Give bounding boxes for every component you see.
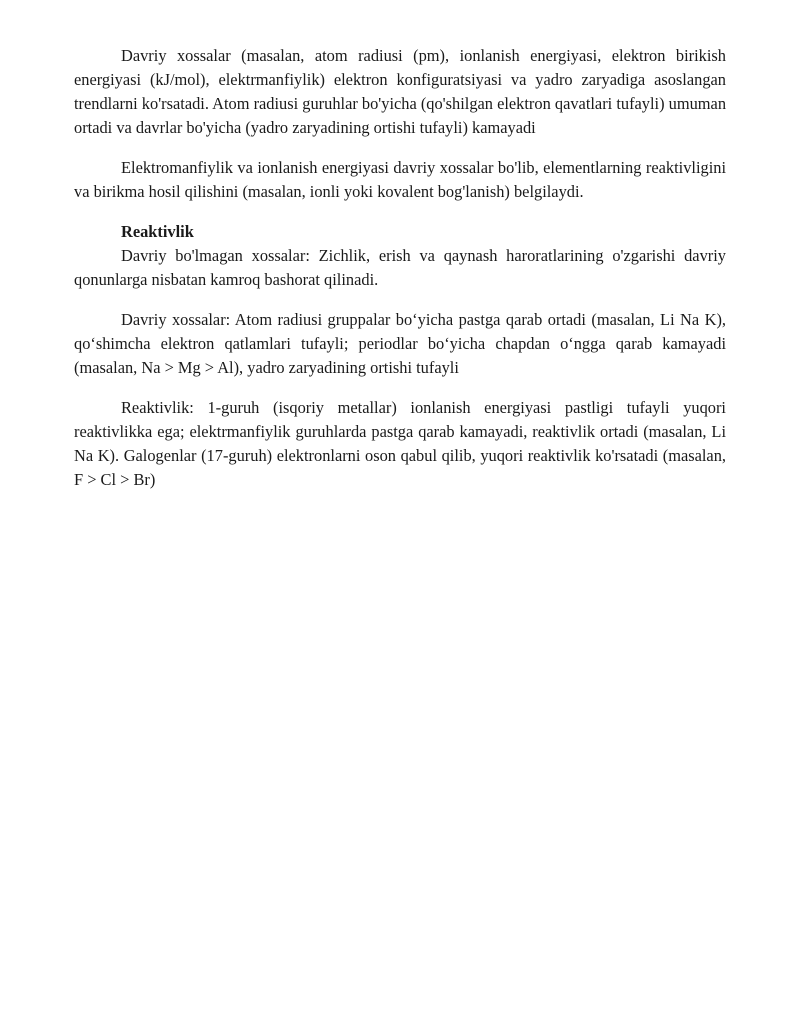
section-heading-reactivity: Reaktivlik	[121, 222, 194, 241]
paragraph-non-periodic-properties: Davriy bo'lmagan xossalar: Zichlik, erish va qaynash haroratlarining o'zgarishi davriy qonunlarga nisbatan kamroq bashorat qilinadi.	[74, 246, 726, 289]
paragraph-reactivity: Reaktivlik: 1-guruh (isqoriy metallar) ionlanish energiyasi pastligi tufayli yuqori reaktivlikka ega; elektrmanfiylik guruhlarda pastga qarab kamayadi, reaktivlik ortadi (masalan, Li Na K). Galogenlar (17-guruh) elektronlarni oson qabul qilib, yuqori reaktivlik ko'rsatadi (masalan, F > Cl > Br)	[74, 398, 726, 489]
paragraph-periodic-trends: Davriy xossalar (masalan, atom radiusi (pm), ionlanish energiyasi, elektron birikish energiyasi (kJ/mol), elektrmanfiylik) elektron konfiguratsiyasi va yadro zaryadiga asoslangan trendlarni ko'rsatadi. Atom radiusi guruhlar bo'yicha (qo'shilgan elektron qavatlari tufayli) umuman ortadi va davrlar bo'yicha (yadro zaryadining ortishi tufayli) kamayadi	[74, 46, 727, 137]
paragraph-atomic-radius: Davriy xossalar: Atom radiusi gruppalar bo‘yicha pastga qarab ortadi (masalan, Li Na K), qo‘shimcha elektron qatlamlari tufayli; periodlar bo‘yicha chapdan o‘ngga qarab kamayadi (masalan, Na > Mg > Al), yadro zaryadining ortishi tufayli	[74, 310, 726, 377]
document-page	[74, 44, 726, 508]
paragraph-electronegativity: Elektromanfiylik va ionlanish energiyasi davriy xossalar bo'lib, elementlarning reaktivligini va birikma hosil qilishini (masalan, ionli yoki kovalent bog'lanish) belgilaydi.	[74, 158, 726, 201]
